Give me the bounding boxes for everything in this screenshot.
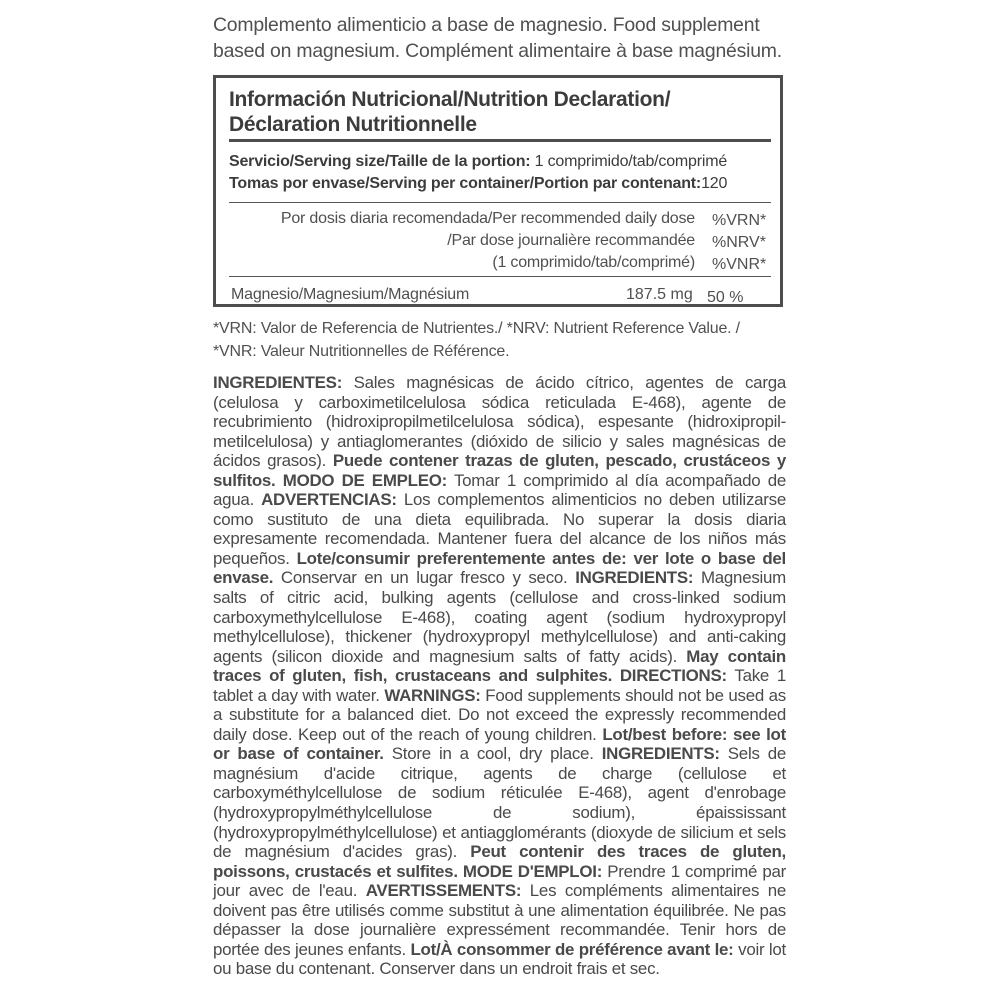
ingredients-bold-segment: Puede contener trazas de gluten, pescado, crustáceos y sulfitos. MODO DE EMPLEO: xyxy=(213,451,786,490)
ingredients-bold-segment: WARNINGS: xyxy=(384,685,481,705)
reference-footnote xyxy=(213,317,793,363)
nutrition-panel xyxy=(213,75,783,307)
ingredients-text-segment: Magnesium salts of citric acid, bulking agents (cellulose and cross-linked sodium carboxymethylcellulose E-468), coating agent (sodium hydroxypropyl methylcellulose), thickener (hydroxypropyl methylcellulose) and anti-caking agents (silicon dioxide and magnesium salts of fatty acids). xyxy=(213,568,787,666)
header-divider xyxy=(229,276,771,277)
ingredients-bold-segment: Lote/consumir preferentemente antes de: ver lote o base del envase. xyxy=(213,548,786,588)
ingredients-bold-segment: Lot/À consommer de préférence avant le: xyxy=(410,939,734,959)
ingredients-text-segment: Sels de magnésium d'acide citrique, agents de charge (cellulose et carboxyméthylcellulose de sodium réticulée E-468), agent d'enrobage (hydroxypropylméthylcellulose de sodium), épaississant (hydroxypropylméthylcellulose) et antiagglomérants (dioxyde de silicium et sels de magnésium d'acides gras). xyxy=(213,744,786,862)
footnote-line-1: *VRN: Valor de Referencia de Nutrientes./ *NRV: Nutrient Reference Value. / xyxy=(213,320,740,337)
title-divider xyxy=(229,139,771,142)
ingredients-bold-segment: Peut contenir des traces de gluten, poissons, crustacés et sulfites. MODE D'EMPLOI: xyxy=(213,842,786,881)
pct-vnr-label: %VNR* xyxy=(712,256,767,273)
footnote-line-2: *VNR: Valeur Nutritionnelles de Référence. xyxy=(213,343,510,360)
serving-size-label: Servicio/Serving size/Taille de la portion: xyxy=(229,153,531,170)
serving-size-value: 1 comprimido/tab/comprimé xyxy=(530,153,728,170)
ingredients-text-segment: Prendre 1 comprimé par jour avec de l'eau. xyxy=(213,861,786,901)
ingredients-text-segment: voir lot ou base du contenant. Conserver dans un endroit frais et sec. xyxy=(213,939,786,979)
ingredients-bold-segment: INGREDIENTES: xyxy=(213,373,343,392)
pct-nrv-label: %NRV* xyxy=(712,234,766,251)
ingredients-text-segment: Take 1 tablet a day with water. xyxy=(213,666,787,705)
ingredients-bold-segment: INGREDIENTS: xyxy=(601,744,720,764)
daily-dose-line-1: Por dosis diaria recomendada/Per recommended daily dose xyxy=(280,210,695,227)
ingredients-text-segment: Les compléments alimentaires ne doivent pas être utilisés comme substitut à une alimentation équilibrée. Ne pas dépasser la dose journalière expressément recommandée. Tenir hors de portée des jeunes enfants. xyxy=(213,881,786,959)
ingredients-text-segment: Food supplements should not be used as a substitute for a balanced diet. Do not exceed the expressly recommended daily dose. Keep out of the reach of young children. xyxy=(213,685,787,744)
ingredients-text-segment: Store in a cool, dry place. xyxy=(383,744,602,764)
ingredients-bold-segment: AVERTISSEMENTS: xyxy=(365,881,522,901)
product-description: Complemento alimenticio a base de magnesio. Food supplement based on magnesium. Complément alimentaire à base magnésium. xyxy=(213,14,782,62)
nutrient-percent: 50 % xyxy=(707,289,744,306)
daily-dose-header xyxy=(281,208,695,274)
ingredients-text-segment: Sales magnésicas de ácido cítrico, agentes de carga (celulosa y carboximetilcelulosa sódica reticulada E-468), agente de recubrimiento (hidroxipropilmetilcelulosa sódica), espesante (hidroxipropil-metilcelulosa) y antiaglomerantes (dióxido de silicio y sales magnésicas de ácidos grasos). xyxy=(213,373,786,471)
title-line-2: Déclaration Nutritionnelle xyxy=(229,113,477,136)
title-line-1: Información Nutricional/Nutrition Declaration/ xyxy=(229,88,671,111)
nutrition-panel-title xyxy=(229,87,779,137)
serving-info xyxy=(229,151,727,195)
ingredients-bold-segment: INGREDIENTS: xyxy=(575,568,694,588)
ingredients-text-segment: Tomar 1 comprimido al día acompañado de agua. xyxy=(213,470,786,510)
ingredients-bold-segment: ADVERTENCIAS: xyxy=(261,490,397,510)
nutrient-amount: 187.5 mg xyxy=(626,286,693,303)
daily-dose-line-2: /Par dose journalière recommandée xyxy=(447,232,695,249)
pct-vrn-label: %VRN* xyxy=(712,212,767,229)
servings-per-container-label: Tomas por envase/Serving per container/Portion par contenant: xyxy=(229,175,702,192)
ingredients-bold-segment: Lot/best before: see lot or base of container. xyxy=(213,724,786,764)
nutrient-name: Magnesio/Magnesium/Magnésium xyxy=(231,286,470,303)
servings-per-container-value: 120 xyxy=(701,175,728,192)
reference-value-header xyxy=(712,210,772,276)
ingredients-text-segment: Conservar en un lugar fresco y seco. xyxy=(273,568,576,588)
serving-divider xyxy=(229,202,771,203)
ingredients-text-segment: Los complementos alimenticios no deben utilizarse como sustituto de una dieta equilibrada. No superar la dosis diaria expresamente recomendada. Mantener fuera del alcance de los niños más pequeños. xyxy=(213,490,786,568)
daily-dose-line-3: (1 comprimido/tab/comprimé) xyxy=(492,254,695,271)
ingredients-text xyxy=(213,373,786,979)
ingredients-bold-segment: May contain traces of gluten, fish, crustaceans and sulphites. DIRECTIONS: xyxy=(213,646,786,686)
